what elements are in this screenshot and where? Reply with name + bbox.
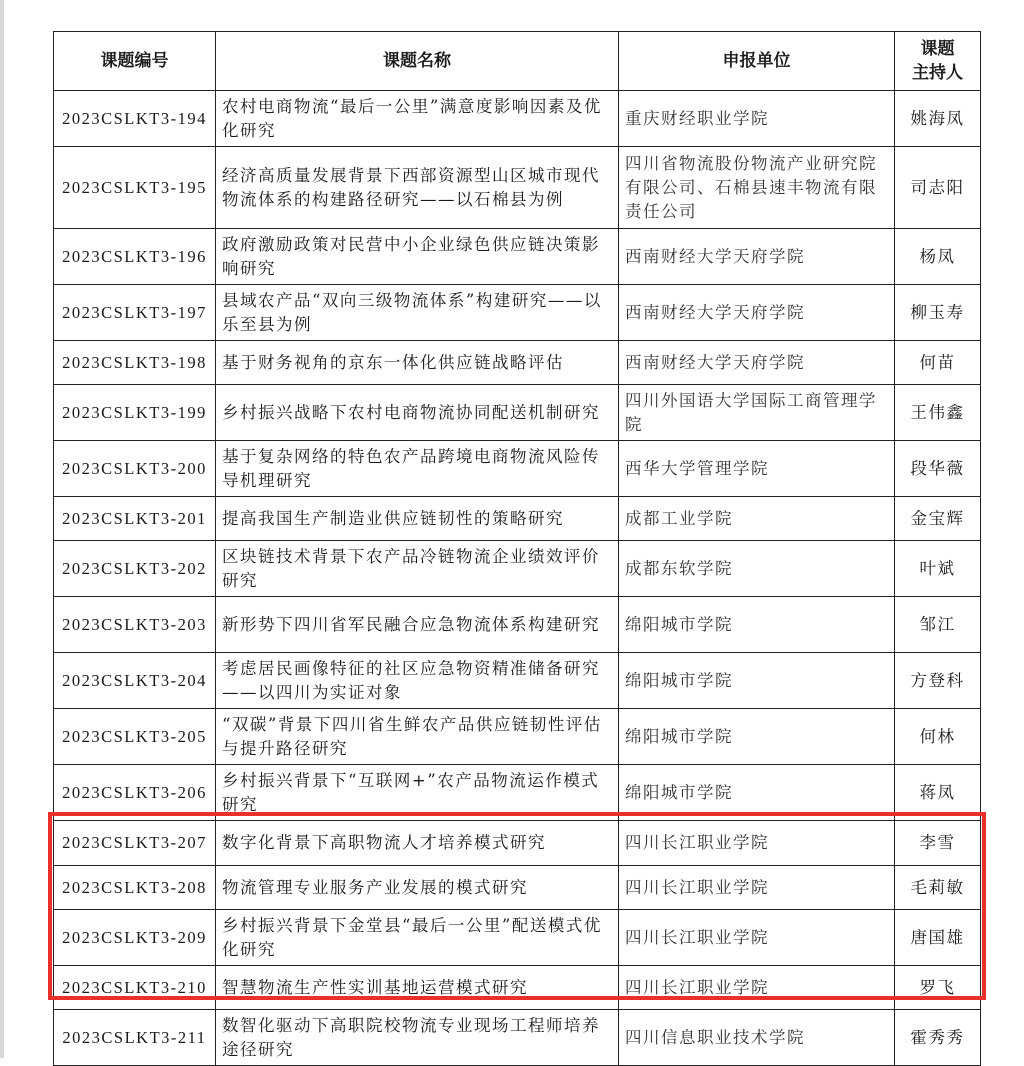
project-name: “双碳”背景下四川省生鲜农产品供应链韧性评估与提升路径研究 [216, 709, 619, 765]
project-code: 2023CSLKT3-202 [54, 541, 216, 597]
project-host: 姚海凤 [895, 91, 981, 147]
page-edge [0, 0, 4, 1058]
table-row [54, 597, 981, 653]
table-row [54, 385, 981, 441]
project-name: 提高我国生产制造业供应链韧性的策略研究 [216, 497, 619, 541]
table-row [54, 765, 981, 821]
project-table [53, 31, 981, 1066]
project-unit: 四川长江职业学院 [619, 821, 895, 866]
project-host: 何苗 [895, 341, 981, 385]
table-row [54, 91, 981, 147]
project-code: 2023CSLKT3-195 [54, 147, 216, 229]
project-host: 蒋凤 [895, 765, 981, 821]
project-unit: 西南财经大学天府学院 [619, 285, 895, 341]
project-unit: 四川信息职业技术学院 [619, 1010, 895, 1066]
project-code: 2023CSLKT3-206 [54, 765, 216, 821]
table-row [54, 229, 981, 285]
project-code: 2023CSLKT3-196 [54, 229, 216, 285]
project-code: 2023CSLKT3-209 [54, 910, 216, 966]
project-name: 区块链技术背景下农产品冷链物流企业绩效评价研究 [216, 541, 619, 597]
table-row [54, 653, 981, 709]
project-unit: 西南财经大学天府学院 [619, 341, 895, 385]
project-name: 物流管理专业服务产业发展的模式研究 [216, 866, 619, 910]
project-name: 基于财务视角的京东一体化供应链战略评估 [216, 341, 619, 385]
project-host: 柳玉寿 [895, 285, 981, 341]
table-row-highlighted [54, 966, 981, 1010]
project-host: 段华薇 [895, 441, 981, 497]
table-row-highlighted [54, 821, 981, 866]
project-host: 方登科 [895, 653, 981, 709]
project-code: 2023CSLKT3-205 [54, 709, 216, 765]
project-host: 唐国雄 [895, 910, 981, 966]
project-host: 司志阳 [895, 147, 981, 229]
table-row-highlighted [54, 910, 981, 966]
project-name: 乡村振兴战略下农村电商物流协同配送机制研究 [216, 385, 619, 441]
project-name: 乡村振兴背景下“互联网+”农产品物流运作模式研究 [216, 765, 619, 821]
project-name: 政府激励政策对民营中小企业绿色供应链决策影响研究 [216, 229, 619, 285]
project-code: 2023CSLKT3-211 [54, 1010, 216, 1066]
project-name: 县域农产品“双向三级物流体系”构建研究——以乐至县为例 [216, 285, 619, 341]
project-code: 2023CSLKT3-210 [54, 966, 216, 1010]
table-row [54, 497, 981, 541]
project-code: 2023CSLKT3-197 [54, 285, 216, 341]
table-header-row [54, 32, 981, 91]
project-unit: 绵阳城市学院 [619, 653, 895, 709]
project-host: 金宝辉 [895, 497, 981, 541]
project-unit: 四川长江职业学院 [619, 966, 895, 1010]
table-row [54, 541, 981, 597]
project-host: 罗飞 [895, 966, 981, 1010]
project-unit: 重庆财经职业学院 [619, 91, 895, 147]
project-unit: 西南财经大学天府学院 [619, 229, 895, 285]
project-name: 数智化驱动下高职院校物流专业现场工程师培养途径研究 [216, 1010, 619, 1066]
project-name: 考虑居民画像特征的社区应急物资精准储备研究——以四川为实证对象 [216, 653, 619, 709]
project-code: 2023CSLKT3-207 [54, 821, 216, 866]
project-code: 2023CSLKT3-204 [54, 653, 216, 709]
project-unit: 四川省物流股份物流产业研究院有限公司、石棉县速丰物流有限责任公司 [619, 147, 895, 229]
project-code: 2023CSLKT3-208 [54, 866, 216, 910]
table-row [54, 441, 981, 497]
project-host: 王伟鑫 [895, 385, 981, 441]
project-code: 2023CSLKT3-198 [54, 341, 216, 385]
project-unit: 四川外国语大学国际工商管理学院 [619, 385, 895, 441]
table-row [54, 147, 981, 229]
project-unit: 成都东软学院 [619, 541, 895, 597]
project-host: 毛莉敏 [895, 866, 981, 910]
project-host: 邹江 [895, 597, 981, 653]
project-code: 2023CSLKT3-194 [54, 91, 216, 147]
project-unit: 绵阳城市学院 [619, 709, 895, 765]
header-unit: 申报单位 [619, 32, 895, 91]
project-code: 2023CSLKT3-201 [54, 497, 216, 541]
project-host: 李雪 [895, 821, 981, 866]
table-row [54, 285, 981, 341]
project-code: 2023CSLKT3-200 [54, 441, 216, 497]
project-code: 2023CSLKT3-199 [54, 385, 216, 441]
header-code: 课题编号 [54, 32, 216, 91]
project-unit: 绵阳城市学院 [619, 765, 895, 821]
project-host: 霍秀秀 [895, 1010, 981, 1066]
project-unit: 四川长江职业学院 [619, 866, 895, 910]
project-host: 杨凤 [895, 229, 981, 285]
project-name: 新形势下四川省军民融合应急物流体系构建研究 [216, 597, 619, 653]
project-name: 智慧物流生产性实训基地运营模式研究 [216, 966, 619, 1010]
project-unit: 绵阳城市学院 [619, 597, 895, 653]
project-unit: 成都工业学院 [619, 497, 895, 541]
project-name: 乡村振兴背景下金堂县“最后一公里”配送模式优化研究 [216, 910, 619, 966]
project-host: 叶斌 [895, 541, 981, 597]
table-row [54, 1010, 981, 1066]
table-row [54, 341, 981, 385]
header-name: 课题名称 [216, 32, 619, 91]
project-name: 数字化背景下高职物流人才培养模式研究 [216, 821, 619, 866]
project-name: 经济高质量发展背景下西部资源型山区城市现代物流体系的构建路径研究——以石棉县为例 [216, 147, 619, 229]
project-unit: 四川长江职业学院 [619, 910, 895, 966]
project-name: 基于复杂网络的特色农产品跨境电商物流风险传导机理研究 [216, 441, 619, 497]
project-name: 农村电商物流“最后一公里”满意度影响因素及优化研究 [216, 91, 619, 147]
project-code: 2023CSLKT3-203 [54, 597, 216, 653]
header-host: 课题 主持人 [895, 32, 981, 91]
table-row-highlighted [54, 866, 981, 910]
project-host: 何林 [895, 709, 981, 765]
table-row [54, 709, 981, 765]
project-unit: 西华大学管理学院 [619, 441, 895, 497]
